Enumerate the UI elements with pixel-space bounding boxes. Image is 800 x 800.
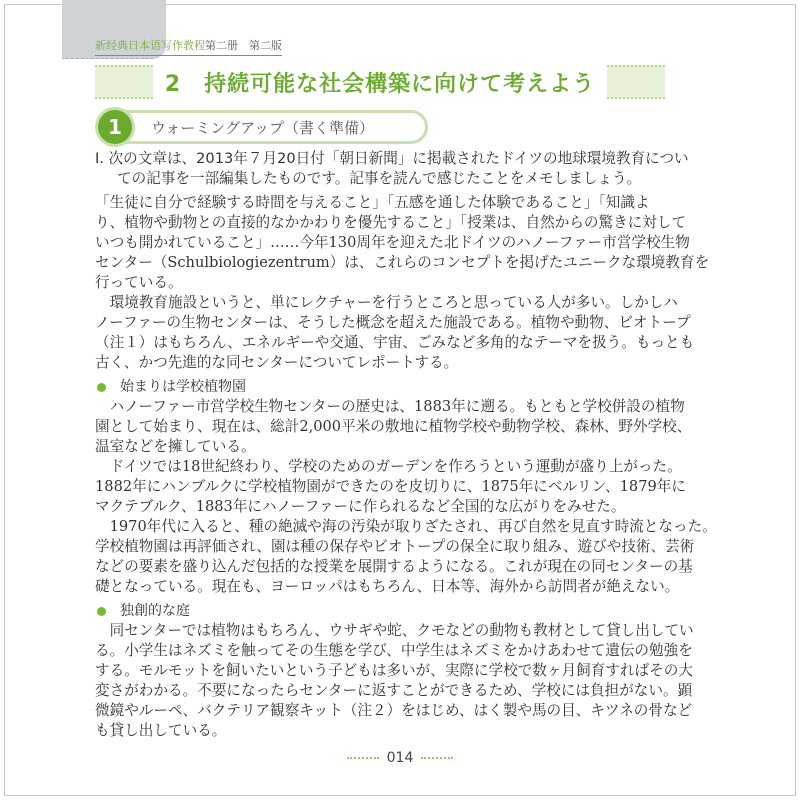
text-line: も貸し出している。 [95, 722, 227, 739]
text-line: センター（Schulbiologiezentrum）は、これらのコンセプトを掲げたユニークな環境教育を [95, 254, 710, 271]
chapter-title-row [95, 64, 665, 100]
series-title: 新经典日本语写作教程 [95, 39, 205, 52]
bullet-dot-icon [97, 383, 106, 392]
question-line: I. 次の文章は、2013年７月20日付「朝日新聞」に掲載されたドイツの地球環境教育につい [95, 150, 689, 167]
subsection-heading-text: 独創的な庭 [120, 603, 190, 619]
section-heading [96, 110, 428, 144]
text-line: 環境教育施設というと、単にレクチャーを行うところと思っている人が多い。しかしハ [95, 294, 679, 311]
article-column [95, 149, 717, 741]
text-line: 1882年にハンブルクに学校植物園ができたのを皮切りに、1875年にベルリン、1879年に [95, 478, 686, 495]
subsection-origins [95, 377, 717, 597]
text-line: 園として始まり、現在は、総計2,000平米の敷地に植物学校や動物学校、森林、野外学校、 [95, 418, 692, 435]
text-line: 同センターでは植物はもちろん、ウサギや蛇、クモなどの動物も教材として貸し出してい [95, 622, 694, 639]
series-volume: 第二册 第二版 [205, 39, 282, 52]
text-line: マクテブルク、1883年にハノーファーに作られるなど全国的な広がりをみせた。 [95, 498, 626, 515]
text-line: 変さがわかる。不要になったらセンターに返すことができるため、学校には負担がない。顕 [95, 682, 693, 699]
text-line: 「生徒に自分で経験する時間を与えること」「五感を通した体験であること」「知識よ [95, 194, 650, 211]
subsection-heading-text: 始まりは学校植物園 [120, 379, 246, 395]
text-line: 古く、かつ先進的な同センターについてレポートする。 [95, 354, 459, 371]
text-line: 礎となっている。現在も、ヨーロッパはもちろん、日本等、海外から訪問者が絶えない。 [95, 578, 680, 595]
footer-decoration-right [421, 757, 453, 759]
bullet-dot-icon [97, 607, 106, 616]
title-decoration-left [95, 65, 153, 99]
text-line: する。モルモットを飼いたいという子どもは多いが、実際に学校で数ヶ月飼育すればその大 [95, 662, 693, 679]
text-line: 1970年代に入ると、種の絶滅や海の汚染が取りざたされ、再び自然を見直す時流となった。 [95, 518, 717, 535]
title-decoration-right [607, 65, 665, 99]
text-line: り、植物や動物との直接的なかかわりを優先すること」「授業は、自然からの驚きに対して [95, 214, 687, 231]
article-intro [95, 149, 713, 373]
text-line: 行っている。 [95, 274, 183, 291]
text-line: ドイツでは18世紀終わり、学校のためのガーデンを作ろうという運動が盛り上がった。 [95, 458, 682, 475]
section-label: ウォーミングアップ（書く準備） [151, 119, 375, 137]
running-header [95, 37, 282, 56]
subsection-heading [95, 601, 713, 621]
text-line: （注１）はもちろん、エネルギーや交通、宇宙、ごみなど多角的なテーマを扱う。もっとも [95, 334, 695, 351]
text-line: ノーファーの生物センターは、そうした概念を超えた施設である。植物や動物、ビオトープ [95, 314, 691, 331]
text-line: などの要素を盛り込んだ包括的な授業を展開するようになる。これが現在の同センターの基 [95, 558, 693, 575]
page-number: 014 [386, 750, 414, 766]
text-line: 温室などを擁している。 [95, 438, 256, 455]
footer-decoration-left [347, 757, 379, 759]
text-line: 微鏡やルーペ、バクテリア観察キット（注２）をはじめ、はく製や馬の目、キツネの骨など [95, 702, 693, 719]
question-line: ての記事を一部編集したものです。記事を読んで感じたことをメモしましょう。 [117, 170, 642, 187]
section-number: 1 [95, 107, 135, 147]
text-line: る。小学生はネズミを触ってその生態を学び、中学生はネズミをかけあわせて遺伝の勉強を [95, 642, 693, 659]
subsection-heading [95, 377, 713, 397]
subsection-garden [95, 601, 713, 741]
text-line: ハノーファー市営学校生物センターの歴史は、1883年に遡る。もともと学校併設の植物 [95, 398, 685, 415]
text-line: いつも開かれていること」……今年130周年を迎えた北ドイツのハノーファー市営学校生物 [95, 234, 690, 251]
chapter-title: 2 持続可能な社会構築に向けて考えよう [164, 71, 596, 97]
text-line: 学校植物園は再評価され、園は種の保存やビオトープの保全に取り組み、遊びや技術、芸術 [95, 538, 695, 555]
question [95, 149, 713, 189]
page-footer [0, 750, 800, 766]
